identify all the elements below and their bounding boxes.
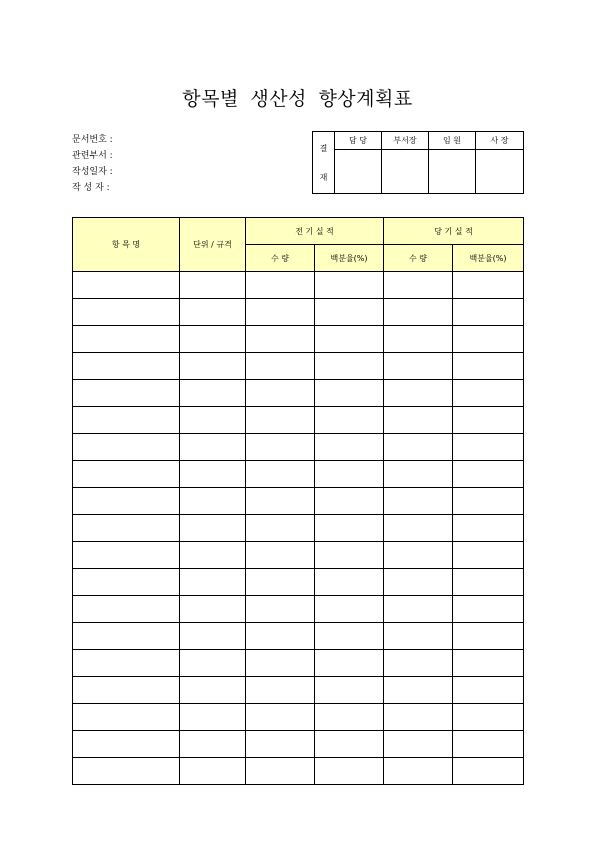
cell-unit-spec[interactable] [180, 758, 246, 785]
cell-prev-quantity[interactable] [246, 407, 315, 434]
cell-prev-percentage[interactable] [315, 758, 384, 785]
cell-curr-percentage[interactable] [453, 569, 524, 596]
doc-number-label: 문서번호 : [72, 135, 113, 145]
cell-curr-percentage[interactable] [453, 542, 524, 569]
approval-col-president: 사 장 [476, 132, 524, 150]
cell-curr-quantity[interactable] [384, 380, 453, 407]
cell-unit-spec[interactable] [180, 461, 246, 488]
author-label: 작 성 자 : [72, 183, 110, 193]
cell-curr-percentage[interactable] [453, 650, 524, 677]
table-row [73, 407, 524, 434]
cell-unit-spec[interactable] [180, 650, 246, 677]
cell-prev-percentage[interactable] [315, 380, 384, 407]
approval-sign-staff[interactable] [335, 150, 382, 194]
header-prev-quantity: 수 량 [246, 245, 315, 272]
cell-prev-percentage[interactable] [315, 434, 384, 461]
cell-curr-quantity[interactable] [384, 353, 453, 380]
cell-item-name[interactable] [73, 407, 180, 434]
cell-prev-percentage[interactable] [315, 542, 384, 569]
productivity-table [72, 217, 524, 785]
cell-prev-quantity[interactable] [246, 434, 315, 461]
cell-curr-quantity[interactable] [384, 488, 453, 515]
approval-col-staff: 담 당 [335, 132, 382, 150]
cell-curr-percentage[interactable] [453, 677, 524, 704]
cell-prev-quantity[interactable] [246, 380, 315, 407]
cell-unit-spec[interactable] [180, 677, 246, 704]
cell-prev-quantity[interactable] [246, 677, 315, 704]
cell-unit-spec[interactable] [180, 596, 246, 623]
cell-unit-spec[interactable] [180, 515, 246, 542]
cell-prev-percentage[interactable] [315, 407, 384, 434]
cell-prev-quantity[interactable] [246, 272, 315, 299]
cell-prev-percentage[interactable] [315, 353, 384, 380]
cell-item-name[interactable] [73, 596, 180, 623]
cell-unit-spec[interactable] [180, 623, 246, 650]
cell-item-name[interactable] [73, 569, 180, 596]
cell-prev-percentage[interactable] [315, 515, 384, 542]
table-row [73, 542, 524, 569]
cell-item-name[interactable] [73, 704, 180, 731]
approval-side-label [313, 132, 335, 194]
cell-item-name[interactable] [73, 353, 180, 380]
approval-col-executive: 임 원 [429, 132, 476, 150]
table-row [73, 731, 524, 758]
cell-curr-percentage[interactable] [453, 326, 524, 353]
cell-unit-spec[interactable] [180, 542, 246, 569]
cell-prev-quantity[interactable] [246, 623, 315, 650]
table-row [73, 515, 524, 542]
cell-prev-quantity[interactable] [246, 596, 315, 623]
cell-unit-spec[interactable] [180, 299, 246, 326]
document-meta [72, 132, 113, 196]
cell-prev-percentage[interactable] [315, 569, 384, 596]
cell-unit-spec[interactable] [180, 407, 246, 434]
cell-curr-percentage[interactable] [453, 461, 524, 488]
cell-curr-quantity[interactable] [384, 677, 453, 704]
cell-curr-quantity[interactable] [384, 650, 453, 677]
cell-curr-percentage[interactable] [453, 704, 524, 731]
cell-curr-quantity[interactable] [384, 299, 453, 326]
cell-prev-percentage[interactable] [315, 677, 384, 704]
cell-prev-percentage[interactable] [315, 731, 384, 758]
cell-curr-quantity[interactable] [384, 461, 453, 488]
approval-col-dept-head: 부서장 [382, 132, 429, 150]
cell-prev-percentage[interactable] [315, 596, 384, 623]
header-prev-period: 전 기 실 적 [246, 218, 384, 245]
header-item-name: 항 목 명 [73, 218, 180, 272]
approval-sign-executive[interactable] [429, 150, 476, 194]
header-curr-period: 당 기 실 적 [384, 218, 524, 245]
cell-unit-spec[interactable] [180, 488, 246, 515]
table-row [73, 596, 524, 623]
table-row [73, 326, 524, 353]
cell-unit-spec[interactable] [180, 272, 246, 299]
cell-item-name[interactable] [73, 434, 180, 461]
table-row [73, 569, 524, 596]
header-curr-percentage: 백분율(%) [453, 245, 524, 272]
approval-sign-president[interactable] [476, 150, 524, 194]
cell-curr-quantity[interactable] [384, 758, 453, 785]
cell-curr-quantity[interactable] [384, 623, 453, 650]
cell-curr-quantity[interactable] [384, 407, 453, 434]
cell-item-name[interactable] [73, 488, 180, 515]
approval-box [312, 131, 524, 194]
cell-prev-quantity[interactable] [246, 515, 315, 542]
table-row [73, 758, 524, 785]
cell-unit-spec[interactable] [180, 434, 246, 461]
cell-curr-percentage[interactable] [453, 353, 524, 380]
cell-item-name[interactable] [73, 542, 180, 569]
table-row [73, 461, 524, 488]
document-title: 항목별 생산성 향상계획표 [182, 88, 413, 110]
cell-curr-quantity[interactable] [384, 326, 453, 353]
cell-prev-quantity[interactable] [246, 353, 315, 380]
header-prev-percentage: 백분율(%) [315, 245, 384, 272]
cell-prev-percentage[interactable] [315, 623, 384, 650]
cell-unit-spec[interactable] [180, 731, 246, 758]
cell-curr-percentage[interactable] [453, 623, 524, 650]
cell-prev-percentage[interactable] [315, 272, 384, 299]
header-unit-spec: 단위 / 규격 [180, 218, 246, 272]
cell-unit-spec[interactable] [180, 380, 246, 407]
cell-curr-percentage[interactable] [453, 380, 524, 407]
cell-curr-quantity[interactable] [384, 596, 453, 623]
cell-unit-spec[interactable] [180, 326, 246, 353]
cell-item-name[interactable] [73, 677, 180, 704]
cell-curr-percentage[interactable] [453, 272, 524, 299]
cell-curr-quantity[interactable] [384, 704, 453, 731]
cell-prev-quantity[interactable] [246, 704, 315, 731]
header-curr-quantity: 수 량 [384, 245, 453, 272]
cell-prev-quantity[interactable] [246, 299, 315, 326]
cell-curr-quantity[interactable] [384, 569, 453, 596]
table-row [73, 623, 524, 650]
cell-item-name[interactable] [73, 731, 180, 758]
approval-side-bottom: 재 [319, 172, 328, 182]
table-row [73, 677, 524, 704]
table-row [73, 272, 524, 299]
cell-curr-quantity[interactable] [384, 515, 453, 542]
cell-curr-percentage[interactable] [453, 299, 524, 326]
cell-curr-percentage[interactable] [453, 488, 524, 515]
cell-prev-quantity[interactable] [246, 461, 315, 488]
approval-sign-dept-head[interactable] [382, 150, 429, 194]
created-date-label: 작성일자 : [72, 167, 113, 177]
table-body [73, 272, 524, 785]
cell-prev-quantity[interactable] [246, 326, 315, 353]
table-row [73, 299, 524, 326]
cell-prev-quantity[interactable] [246, 731, 315, 758]
related-dept-label: 관련부서 : [72, 151, 113, 161]
table-row [73, 380, 524, 407]
cell-prev-percentage[interactable] [315, 650, 384, 677]
cell-curr-percentage[interactable] [453, 407, 524, 434]
cell-prev-percentage[interactable] [315, 299, 384, 326]
cell-prev-quantity[interactable] [246, 758, 315, 785]
cell-prev-quantity[interactable] [246, 650, 315, 677]
cell-curr-quantity[interactable] [384, 542, 453, 569]
cell-curr-quantity[interactable] [384, 731, 453, 758]
cell-item-name[interactable] [73, 461, 180, 488]
table-row [73, 704, 524, 731]
cell-curr-percentage[interactable] [453, 596, 524, 623]
cell-prev-percentage[interactable] [315, 461, 384, 488]
cell-item-name[interactable] [73, 326, 180, 353]
cell-unit-spec[interactable] [180, 569, 246, 596]
table-row [73, 434, 524, 461]
cell-item-name[interactable] [73, 758, 180, 785]
table-row [73, 488, 524, 515]
table-row [73, 353, 524, 380]
cell-prev-quantity[interactable] [246, 542, 315, 569]
approval-side-top: 결 [319, 143, 328, 153]
cell-curr-percentage[interactable] [453, 758, 524, 785]
cell-item-name[interactable] [73, 515, 180, 542]
cell-prev-percentage[interactable] [315, 326, 384, 353]
cell-item-name[interactable] [73, 623, 180, 650]
cell-unit-spec[interactable] [180, 353, 246, 380]
cell-item-name[interactable] [73, 272, 180, 299]
cell-curr-percentage[interactable] [453, 515, 524, 542]
cell-item-name[interactable] [73, 299, 180, 326]
cell-item-name[interactable] [73, 380, 180, 407]
cell-prev-percentage[interactable] [315, 488, 384, 515]
cell-prev-percentage[interactable] [315, 704, 384, 731]
cell-curr-percentage[interactable] [453, 731, 524, 758]
cell-curr-quantity[interactable] [384, 434, 453, 461]
cell-prev-quantity[interactable] [246, 569, 315, 596]
cell-unit-spec[interactable] [180, 704, 246, 731]
cell-item-name[interactable] [73, 650, 180, 677]
cell-prev-quantity[interactable] [246, 488, 315, 515]
cell-curr-quantity[interactable] [384, 272, 453, 299]
table-row [73, 650, 524, 677]
cell-curr-percentage[interactable] [453, 434, 524, 461]
